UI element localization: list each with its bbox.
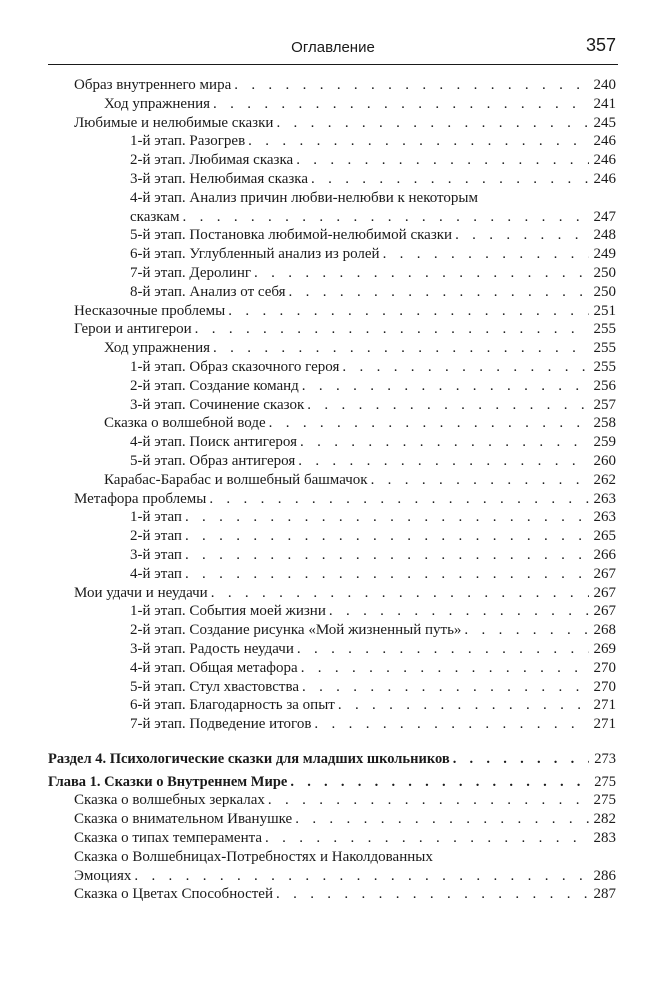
toc-entry-title: Несказочные проблемы — [74, 302, 226, 319]
toc-leader-dots — [185, 546, 589, 565]
toc-entry-title: 5-й этап. Стул хвастовства — [130, 678, 299, 695]
toc-entry-title: 6-й этап. Углубленный анализ из ролей — [130, 246, 380, 263]
toc-leader-dots — [295, 810, 589, 829]
toc-entry — [48, 396, 618, 415]
toc-leader-dots — [211, 584, 589, 603]
toc-entry-title: 2-й этап — [130, 528, 182, 545]
toc-entry-page: 267 — [593, 565, 616, 582]
toc-entry-title: 5-й этап. Образ антигероя — [130, 452, 296, 469]
toc-entry-title: 1-й этап — [130, 509, 182, 526]
toc-entry-page: 282 — [593, 811, 616, 828]
toc-entry — [48, 283, 618, 302]
toc-entry — [48, 95, 618, 114]
toc-leader-dots — [213, 339, 589, 358]
toc-entry — [48, 829, 618, 848]
toc-entry — [48, 377, 618, 396]
toc-entry-page: 241 — [593, 95, 616, 112]
toc-entry-page: 267 — [593, 584, 616, 601]
toc-entry-page: 249 — [593, 246, 616, 263]
page-number: 357 — [585, 35, 616, 55]
toc-entry-title: 4-й этап — [130, 565, 182, 582]
toc-leader-dots — [329, 602, 589, 621]
toc-entry-page: 270 — [593, 659, 616, 676]
toc-section-heading — [48, 750, 618, 769]
toc-entry-page: 245 — [593, 114, 616, 131]
toc-leader-dots — [455, 226, 589, 245]
toc-entry-page: 266 — [593, 546, 616, 563]
toc-leader-dots — [302, 377, 589, 396]
toc-entry — [48, 471, 618, 490]
toc-entry-title: Ход упражнения — [104, 340, 211, 357]
toc-entry-title: Сказка о внимательном Иванушке — [74, 811, 293, 828]
toc-entry-title: Глава 1. Сказки о Внутреннем Мире — [48, 773, 288, 790]
toc-leader-dots — [234, 76, 589, 95]
toc-leader-dots — [342, 358, 589, 377]
toc-leader-dots — [311, 170, 589, 189]
toc-entry-title: Сказка о волшебных зеркалах — [74, 792, 265, 809]
toc-entry — [48, 151, 618, 170]
toc-leader-dots — [307, 396, 589, 415]
toc-leader-dots — [134, 867, 589, 886]
toc-entry-line2 — [74, 867, 618, 886]
toc-entry — [48, 508, 618, 527]
toc-entry-page: 265 — [593, 528, 616, 545]
toc-entry — [48, 76, 618, 95]
toc-leader-dots — [300, 433, 589, 452]
toc-entry-page: 275 — [593, 792, 616, 809]
toc-entry — [48, 490, 618, 509]
toc-entry-title: 7-й этап. Подведение итогов — [130, 716, 312, 733]
toc-leader-dots — [289, 283, 589, 302]
toc-entry-page: 269 — [593, 640, 616, 657]
toc-entry-page: 263 — [593, 509, 616, 526]
toc-entry-page: 270 — [593, 678, 616, 695]
toc-entry-page: 286 — [593, 867, 616, 884]
toc-leader-dots — [338, 696, 589, 715]
toc-entry-page: 248 — [593, 227, 616, 244]
toc-entry-page: 250 — [593, 264, 616, 281]
toc-entry-page: 257 — [593, 396, 616, 413]
toc-leader-dots — [185, 565, 589, 584]
running-header-title: Оглавление — [291, 39, 375, 56]
toc-entry-title: Метафора проблемы — [74, 490, 207, 507]
toc-entry-title-line1: Сказка о Волшебницах-Потребностях и Наколдованных — [74, 848, 433, 865]
toc-entry-title: 4-й этап. Поиск антигероя — [130, 434, 297, 451]
toc-leader-dots — [464, 621, 589, 640]
toc-entry-page: 246 — [593, 152, 616, 169]
toc-entry — [48, 339, 618, 358]
toc-entry-page: 258 — [593, 415, 616, 432]
toc-entry — [48, 696, 618, 715]
toc-entry — [48, 114, 618, 133]
toc-entry — [48, 602, 618, 621]
toc-leader-dots — [298, 452, 589, 471]
toc-entry — [48, 791, 618, 810]
toc-entry — [48, 527, 618, 546]
toc-entry-page: 247 — [593, 208, 616, 225]
toc-entry-title: сказкам — [130, 208, 180, 225]
toc-entry — [48, 640, 618, 659]
toc-entry-title: Раздел 4. Психологические сказки для младших школьников — [48, 750, 450, 767]
toc-entry — [48, 170, 618, 189]
toc-entry-title: 4-й этап. Общая метафора — [130, 659, 298, 676]
toc-entry-title: Любимые и нелюбимые сказки — [74, 114, 274, 131]
toc-leader-dots — [314, 715, 589, 734]
toc-entry-title: Образ внутреннего мира — [74, 77, 232, 93]
toc-entry — [48, 452, 618, 471]
toc-entry — [48, 715, 618, 734]
toc-entry-title: Сказка о волшебной воде — [104, 415, 266, 432]
toc-entry-title: 1-й этап. Образ сказочного героя — [130, 358, 340, 375]
toc-leader-dots — [228, 302, 589, 321]
toc-entry — [48, 132, 618, 151]
toc-leader-dots — [254, 264, 589, 283]
toc-entry-page: 287 — [593, 886, 616, 903]
toc-leader-dots — [213, 95, 589, 114]
toc-entry — [48, 565, 618, 584]
toc-entry — [48, 848, 618, 886]
toc-entry — [48, 678, 618, 697]
toc-entry-title: 3-й этап. Сочинение сказок — [130, 396, 305, 413]
toc-leader-dots — [383, 245, 589, 264]
toc-entry-title: 6-й этап. Благодарность за опыт — [130, 697, 335, 714]
toc-entry-title: Эмоциях — [74, 867, 132, 884]
toc-entry — [48, 189, 618, 227]
toc-leader-dots — [185, 508, 589, 527]
toc-entry-page: 246 — [593, 170, 616, 187]
toc-entry — [48, 264, 618, 283]
toc-entry-page: 250 — [593, 283, 616, 300]
toc-entry-page: 259 — [593, 434, 616, 451]
toc-leader-dots — [453, 750, 589, 769]
toc-entry-page: 267 — [593, 603, 616, 620]
toc-leader-dots — [297, 640, 589, 659]
toc-entry-title: 8-й этап. Анализ от себя — [130, 283, 286, 300]
toc-entry — [48, 226, 618, 245]
toc-entry-page: 255 — [593, 321, 616, 338]
toc-leader-dots — [301, 659, 589, 678]
toc-chapter-heading — [48, 773, 618, 792]
toc-entry — [48, 810, 618, 829]
toc-entry-page: 251 — [593, 302, 616, 319]
toc-entry — [48, 546, 618, 565]
toc-entry-page: 260 — [593, 452, 616, 469]
toc-leader-dots — [185, 527, 589, 546]
toc-leader-dots — [296, 151, 589, 170]
toc-entry-page: 283 — [593, 830, 616, 847]
toc-entry-title: 1-й этап. События моей жизни — [130, 603, 326, 620]
toc-entry-title: 3-й этап — [130, 546, 182, 563]
toc-leader-dots — [269, 414, 589, 433]
toc-leader-dots — [183, 208, 589, 227]
toc-entry-title: Сказка о Цветах Способностей — [74, 886, 273, 903]
toc-leader-dots — [371, 471, 589, 490]
toc-entry-title: Сказка о типах темперамента — [74, 830, 263, 847]
toc-leader-dots — [265, 829, 589, 848]
toc-entry-title: 5-й этап. Постановка любимой-нелюбимой сказки — [130, 227, 453, 244]
toc-entry-page: 246 — [593, 133, 616, 150]
toc-entry-page: 271 — [593, 716, 616, 733]
toc-entry-title: 2-й этап. Создание команд — [130, 377, 299, 394]
toc-entry-title: Карабас-Барабас и волшебный башмачок — [104, 471, 368, 488]
toc-entry — [48, 358, 618, 377]
toc-entry-title-line1: 4-й этап. Анализ причин любви-нелюбви к некоторым — [130, 189, 478, 206]
toc-entry-page: 275 — [594, 773, 616, 790]
toc-entry-title: Ход упражнения — [104, 95, 211, 112]
toc-leader-dots — [302, 678, 589, 697]
toc-entry-page: 240 — [593, 77, 616, 93]
toc-leader-dots — [248, 132, 589, 151]
toc-entry — [48, 885, 618, 904]
toc-leader-dots — [268, 791, 589, 810]
toc-entry — [48, 245, 618, 264]
toc-leader-dots — [276, 114, 589, 133]
toc-entry-title: 2-й этап. Создание рисунка «Мой жизненный путь» — [130, 622, 462, 639]
toc-entry — [48, 433, 618, 452]
toc-entry-title: 7-й этап. Деролинг — [130, 264, 252, 281]
toc-leader-dots — [276, 885, 589, 904]
toc-entry — [48, 659, 618, 678]
toc-entry-title: 1-й этап. Разогрев — [130, 133, 246, 150]
toc-entry-page: 268 — [593, 622, 616, 639]
toc-entry — [48, 414, 618, 433]
toc-entry — [48, 621, 618, 640]
toc-entry-page: 273 — [594, 750, 616, 767]
toc-entry-title: 2-й этап. Любимая сказка — [130, 152, 294, 169]
toc-entry-title: 3-й этап. Нелюбимая сказка — [130, 170, 308, 187]
toc-leader-dots — [209, 490, 589, 509]
toc-entry — [48, 320, 618, 339]
toc-entry-title: Герои и антигерои — [74, 321, 192, 338]
toc-entry-page: 255 — [593, 340, 616, 357]
toc-entry-page: 262 — [593, 471, 616, 488]
toc-entry — [48, 302, 618, 321]
toc-entry-page: 256 — [593, 377, 616, 394]
toc-leader-dots — [290, 773, 589, 792]
toc-entry-page: 263 — [593, 490, 616, 507]
table-of-contents — [48, 76, 618, 904]
toc-entry-title: 3-й этап. Радость неудачи — [130, 640, 294, 657]
toc-entry-page: 271 — [593, 697, 616, 714]
toc-entry-line2 — [130, 208, 618, 227]
toc-leader-dots — [195, 320, 589, 339]
toc-entry-page: 255 — [593, 358, 616, 375]
page-header — [48, 35, 618, 65]
toc-entry-title: Мои удачи и неудачи — [74, 584, 208, 601]
toc-entry — [48, 584, 618, 603]
